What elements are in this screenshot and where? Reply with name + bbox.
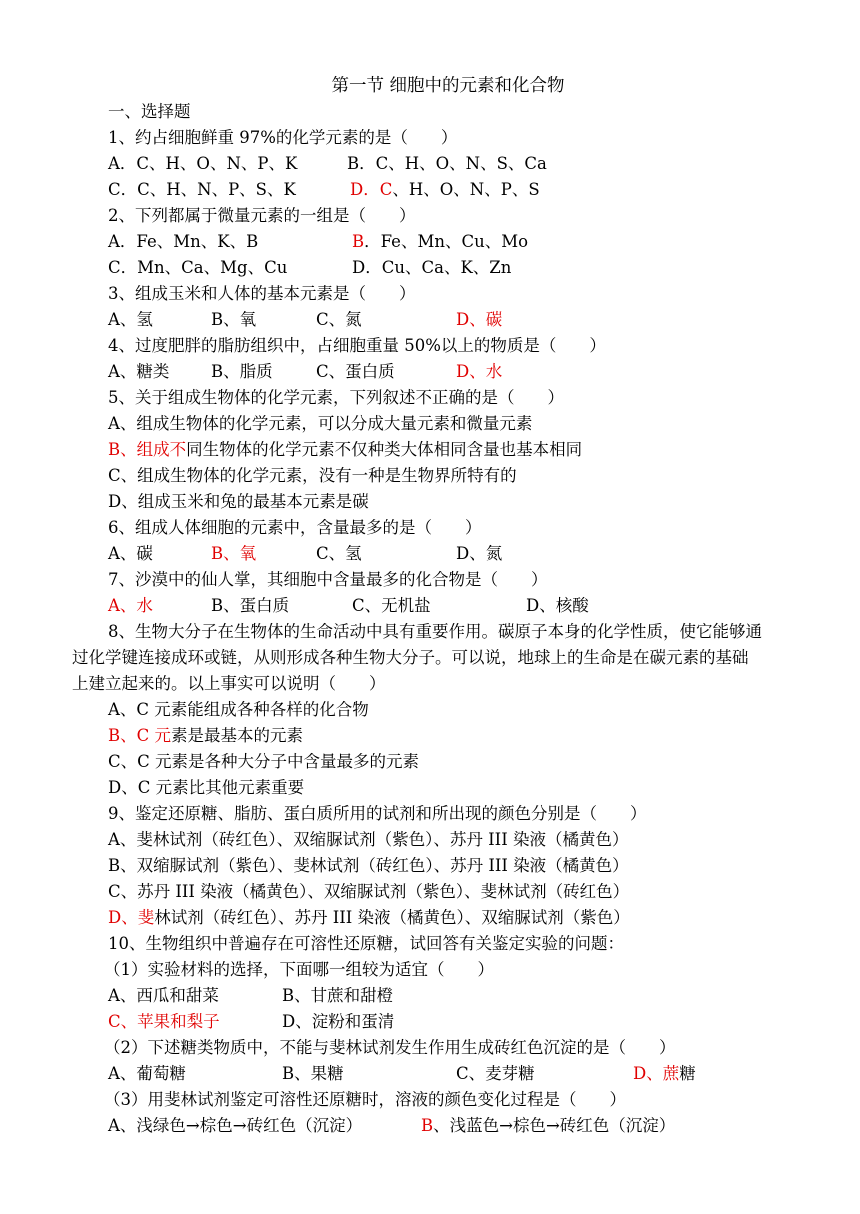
answer-mark: D、斐 — [108, 908, 155, 927]
option-row — [0, 437, 860, 463]
option-a: A、西瓜和甜菜 — [108, 986, 219, 1005]
option-row — [0, 827, 860, 853]
question-4 — [0, 333, 860, 359]
option-c: C、氢 — [316, 544, 362, 563]
option-a: A、葡萄糖 — [108, 1064, 186, 1083]
option-b — [108, 437, 582, 463]
options-row — [0, 593, 860, 619]
options-row — [0, 541, 860, 567]
option-c: C、苏丹 III 染液（橘黄色）、双缩脲试剂（紫色）、斐林试剂（砖红色） — [108, 882, 630, 901]
sub-question-3 — [0, 1087, 860, 1113]
option-b: B．C、H、O、N、S、Ca — [347, 154, 547, 173]
option-row — [0, 697, 860, 723]
page-title: 第一节 细胞中的元素和化合物 — [331, 76, 565, 96]
question-8-cont — [0, 645, 860, 671]
option-a: A．C、H、O、N、P、K — [108, 154, 298, 173]
option-text: ．Fe、Mn、Cu、Mo — [364, 232, 529, 251]
option-row — [0, 723, 860, 749]
option-c: C、苹果和梨子 — [108, 1012, 220, 1031]
option-a: A、浅绿色→棕色→砖红色（沉淀） — [108, 1116, 363, 1135]
option-b: B、双缩脲试剂（紫色）、斐林试剂（砖红色）、苏丹 III 染液（橘黄色） — [108, 856, 629, 875]
question-stem-line-2: 过化学键连接成环或链，从则形成各种生物大分子。可以说，地球上的生命是在碳元素的基础 — [72, 648, 749, 667]
sub-question-2 — [0, 1035, 860, 1061]
question-9 — [0, 801, 860, 827]
option-a: A、水 — [108, 596, 153, 615]
option-a: A、组成生物体的化学元素，可以分成大量元素和微量元素 — [108, 414, 533, 433]
option-row — [0, 749, 860, 775]
option-row — [0, 489, 860, 515]
question-10 — [0, 931, 860, 957]
question-1 — [0, 125, 860, 151]
option-text: 糖 — [679, 1064, 696, 1083]
option-b — [108, 723, 303, 749]
options-row — [0, 1009, 860, 1035]
option-a: A、C 元素能组成各种各样的化合物 — [108, 700, 369, 719]
question-stem-line-3: 上建立起来的。以上事实可以说明（ ） — [72, 674, 386, 693]
option-d: D、核酸 — [526, 596, 589, 615]
option-a: A、碳 — [108, 544, 153, 563]
option-c: C、麦芽糖 — [456, 1064, 535, 1083]
option-d: D．Cu、Ca、K、Zn — [352, 258, 512, 277]
option-c: C．Mn、Ca、Mg、Cu — [108, 258, 288, 277]
option-a: A、斐林试剂（砖红色）、双缩脲试剂（紫色）、苏丹 III 染液（橘黄色） — [108, 830, 629, 849]
options-row — [0, 229, 860, 255]
question-6 — [0, 515, 860, 541]
options-row — [0, 983, 860, 1009]
option-c: C、氮 — [316, 310, 362, 329]
options-row — [0, 255, 860, 281]
option-row — [0, 905, 860, 931]
option-d: D、淀粉和蛋清 — [282, 1012, 395, 1031]
option-d: D、C 元素比其他元素重要 — [108, 778, 305, 797]
question-stem: 1、约占细胞鲜重 97%的化学元素的是（ ） — [108, 128, 458, 147]
sub-question-stem: （2）下述糖类物质中，不能与斐林试剂发生作用生成砖红色沉淀的是（ ） — [104, 1038, 676, 1057]
option-text: 素是最基本的元素 — [171, 726, 303, 745]
options-row — [0, 307, 860, 333]
sub-question-1 — [0, 957, 860, 983]
option-d: D、水 — [456, 362, 503, 381]
option-d: D、氮 — [456, 544, 503, 563]
options-row — [0, 1061, 860, 1087]
option-row — [0, 463, 860, 489]
question-stem: 3、组成玉米和人体的基本元素是（ ） — [108, 284, 416, 303]
question-stem: 4、过度肥胖的脂肪组织中，占细胞重量 50%以上的物质是（ ） — [108, 336, 606, 355]
question-stem: 9、鉴定还原糖、脂肪、蛋白质所用的试剂和所出现的颜色分别是（ ） — [108, 804, 647, 823]
answer-mark: D、蔗 — [633, 1064, 680, 1083]
option-b: B、蛋白质 — [211, 596, 290, 615]
option-d — [108, 905, 630, 931]
option-row — [0, 853, 860, 879]
question-7 — [0, 567, 860, 593]
option-a: A、氢 — [108, 310, 153, 329]
option-c: C、C 元素是各种大分子中含量最多的元素 — [108, 752, 419, 771]
option-d — [633, 1061, 696, 1087]
option-row — [0, 879, 860, 905]
question-3 — [0, 281, 860, 307]
answer-mark: B、C 元 — [108, 726, 171, 745]
answer-mark: B — [421, 1116, 434, 1135]
option-c: C、组成生物体的化学元素，没有一种是生物界所特有的 — [108, 466, 517, 485]
answer-mark: D．C — [350, 180, 393, 199]
option-b — [352, 229, 528, 255]
option-row — [0, 411, 860, 437]
sub-question-stem: （3）用斐林试剂鉴定可溶性还原糖时，溶液的颜色变化过程是（ ） — [104, 1090, 626, 1109]
options-row — [0, 359, 860, 385]
question-stem: 6、组成人体细胞的元素中，含量最多的是（ ） — [108, 518, 482, 537]
option-b — [421, 1113, 675, 1139]
option-text: 、浅蓝色→棕色→砖红色（沉淀） — [433, 1116, 676, 1135]
question-2 — [0, 203, 860, 229]
section-label: 一、选择题 — [108, 102, 191, 121]
option-d: D、组成玉米和兔的最基本元素是碳 — [108, 492, 369, 511]
option-row — [0, 775, 860, 801]
section-heading — [0, 99, 860, 125]
option-b: B、氧 — [211, 544, 257, 563]
option-a: A．Fe、Mn、K、B — [108, 232, 259, 251]
question-stem: 10、生物组织中普遍存在可溶性还原糖，试回答有关鉴定实验的问题： — [108, 934, 624, 953]
option-a: A、糖类 — [108, 362, 170, 381]
options-row — [0, 1113, 860, 1139]
question-stem: 2、下列都属于微量元素的一组是（ ） — [108, 206, 416, 225]
question-5 — [0, 385, 860, 411]
question-stem: 7、沙漠中的仙人掌，其细胞中含量最多的化合物是（ ） — [108, 570, 548, 589]
option-c: C、蛋白质 — [316, 362, 395, 381]
option-d: D、碳 — [456, 310, 503, 329]
options-row — [0, 151, 860, 177]
option-c: C、无机盐 — [352, 596, 431, 615]
question-8-cont — [0, 671, 860, 697]
options-row — [0, 177, 860, 203]
question-stem-line-1: 8、生物大分子在生物体的生命活动中具有重要作用。碳原子本身的化学性质，使它能够通 — [108, 622, 762, 641]
question-stem: 5、关于组成生物体的化学元素，下列叙述不正确的是（ ） — [108, 388, 564, 407]
option-text: 、H、O、N、P、S — [392, 180, 540, 199]
option-b: B、果糖 — [282, 1064, 344, 1083]
option-text: 同生物体的化学元素不仅种类大体相同含量也基本相同 — [186, 440, 583, 459]
option-b: B、脂质 — [211, 362, 273, 381]
option-c: C．C、H、N、P、S、K — [108, 180, 296, 199]
option-text: 林试剂（砖红色）、苏丹 III 染液（橘黄色）、双缩脲试剂（紫色） — [154, 908, 630, 927]
option-d — [350, 177, 540, 203]
answer-mark: B、组成不 — [108, 440, 187, 459]
option-b: B、氧 — [211, 310, 257, 329]
option-b: B、甘蔗和甜橙 — [282, 986, 394, 1005]
answer-mark: B — [352, 232, 365, 251]
sub-question-stem: （1）实验材料的选择，下面哪一组较为适宜（ ） — [104, 960, 494, 979]
question-8 — [0, 619, 860, 645]
